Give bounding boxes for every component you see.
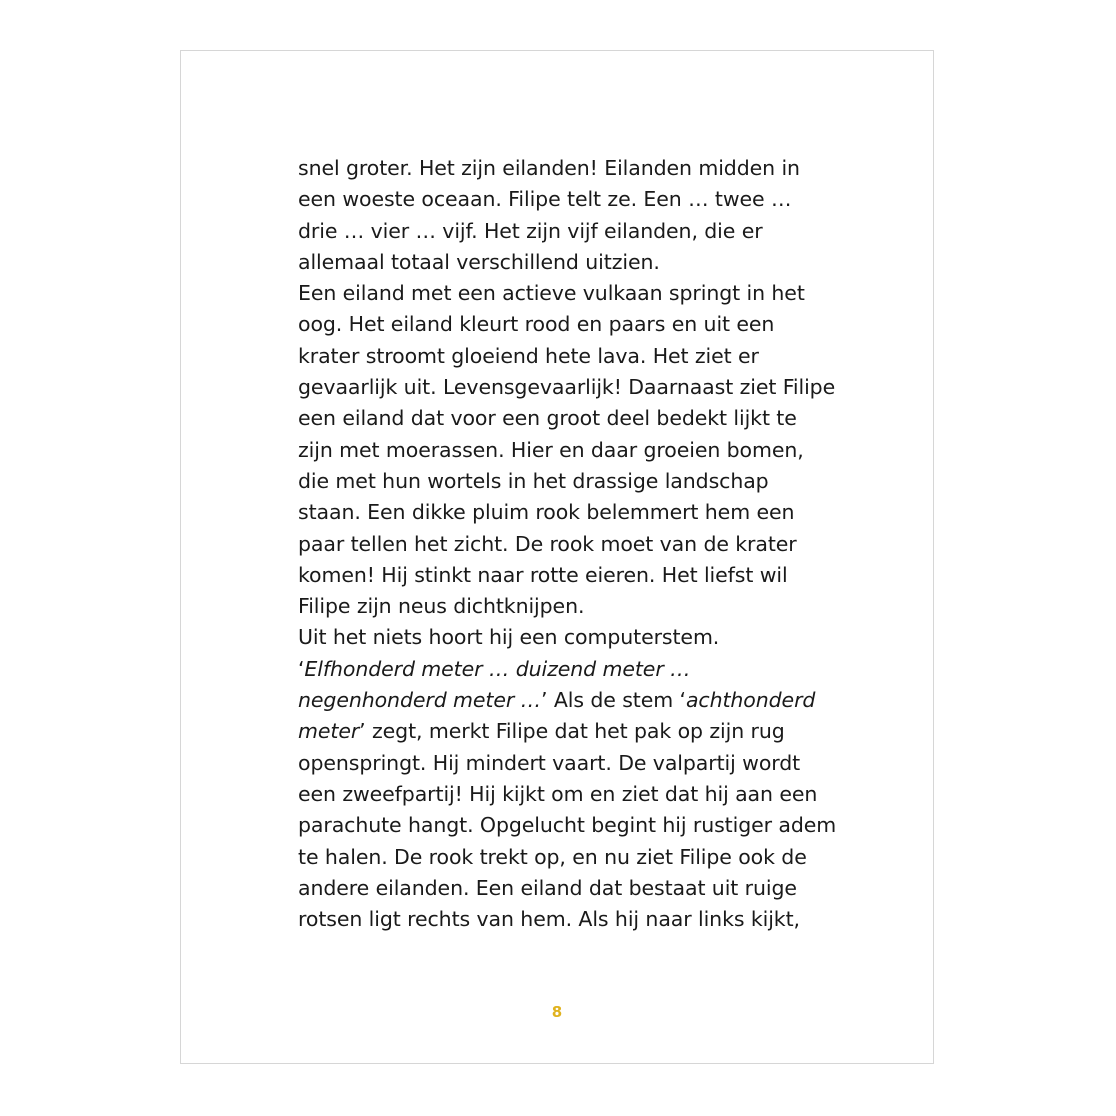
text-line bbox=[298, 654, 858, 685]
text-segment: oog. Het eiland kleurt rood en paars en uit een bbox=[298, 312, 775, 337]
text-segment: staan. Een dikke pluim rook belemmert hem een bbox=[298, 500, 795, 525]
text-line bbox=[298, 685, 858, 716]
italic-text-segment: meter bbox=[298, 719, 360, 744]
body-text bbox=[298, 153, 858, 935]
text-line bbox=[298, 247, 858, 278]
text-line bbox=[298, 873, 858, 904]
text-line bbox=[298, 748, 858, 779]
text-segment: parachute hangt. Opgelucht begint hij rustiger adem bbox=[298, 813, 837, 838]
text-line bbox=[298, 216, 858, 247]
text-segment: andere eilanden. Een eiland dat bestaat uit ruige bbox=[298, 875, 797, 900]
text-line bbox=[298, 278, 858, 309]
text-segment: gevaarlijk uit. Levensgevaarlijk! Daarnaast ziet Filipe bbox=[298, 375, 836, 400]
page-number: 8 bbox=[551, 1003, 563, 1021]
text-segment: zijn met moerassen. Hier en daar groeien bomen, bbox=[298, 437, 804, 462]
text-segment: Uit het niets hoort hij een computerstem. bbox=[298, 625, 720, 650]
text-line bbox=[298, 529, 858, 560]
text-segment: ’ zegt, merkt Filipe dat het pak op zijn rug bbox=[359, 719, 785, 744]
text-segment: openspringt. Hij mindert vaart. De valpartij wordt bbox=[298, 750, 801, 775]
text-line bbox=[298, 842, 858, 873]
text-line bbox=[298, 904, 858, 935]
text-line bbox=[298, 309, 858, 340]
italic-text-segment: Elfhonderd meter … duizend meter … bbox=[304, 656, 691, 681]
book-page bbox=[180, 50, 934, 1064]
text-line bbox=[298, 716, 858, 747]
text-segment: Een eiland met een actieve vulkaan springt in het bbox=[298, 281, 805, 306]
text-segment: drie … vier … vijf. Het zijn vijf eilanden, die er bbox=[298, 218, 763, 243]
text-line bbox=[298, 560, 858, 591]
text-segment: snel groter. Het zijn eilanden! Eilanden midden in bbox=[298, 156, 800, 180]
text-segment: ’ Als de stem ‘ bbox=[541, 688, 686, 713]
text-segment: een eiland dat voor een groot deel bedekt lijkt te bbox=[298, 406, 797, 431]
text-line bbox=[298, 435, 858, 466]
italic-text-segment: achthonderd bbox=[685, 688, 816, 713]
text-line bbox=[298, 341, 858, 372]
text-segment: paar tellen het zicht. De rook moet van de krater bbox=[298, 531, 797, 556]
text-segment: Filipe zijn neus dichtknijpen. bbox=[298, 594, 585, 619]
text-line bbox=[298, 403, 858, 434]
text-line bbox=[298, 810, 858, 841]
text-segment: ‘ bbox=[298, 656, 305, 681]
text-segment: te halen. De rook trekt op, en nu ziet Filipe ook de bbox=[298, 844, 807, 869]
text-segment: een woeste oceaan. Filipe telt ze. Een … twee … bbox=[298, 187, 792, 212]
text-line bbox=[298, 779, 858, 810]
text-line bbox=[298, 153, 858, 184]
text-segment: krater stroomt gloeiend hete lava. Het ziet er bbox=[298, 343, 759, 368]
text-line bbox=[298, 372, 858, 403]
text-line bbox=[298, 184, 858, 215]
text-segment: komen! Hij stinkt naar rotte eieren. Het liefst wil bbox=[298, 562, 788, 587]
text-segment: allemaal totaal verschillend uitzien. bbox=[298, 249, 660, 274]
text-segment: die met hun wortels in het drassige landschap bbox=[298, 468, 769, 493]
italic-text-segment: negenhonderd meter … bbox=[298, 688, 542, 713]
text-line bbox=[298, 591, 858, 622]
text-segment: een zweefpartij! Hij kijkt om en ziet dat hij aan een bbox=[298, 781, 818, 806]
text-line bbox=[298, 497, 858, 528]
text-line bbox=[298, 466, 858, 497]
text-segment: rotsen ligt rechts van hem. Als hij naar links kijkt, bbox=[298, 907, 800, 932]
text-line bbox=[298, 622, 858, 653]
